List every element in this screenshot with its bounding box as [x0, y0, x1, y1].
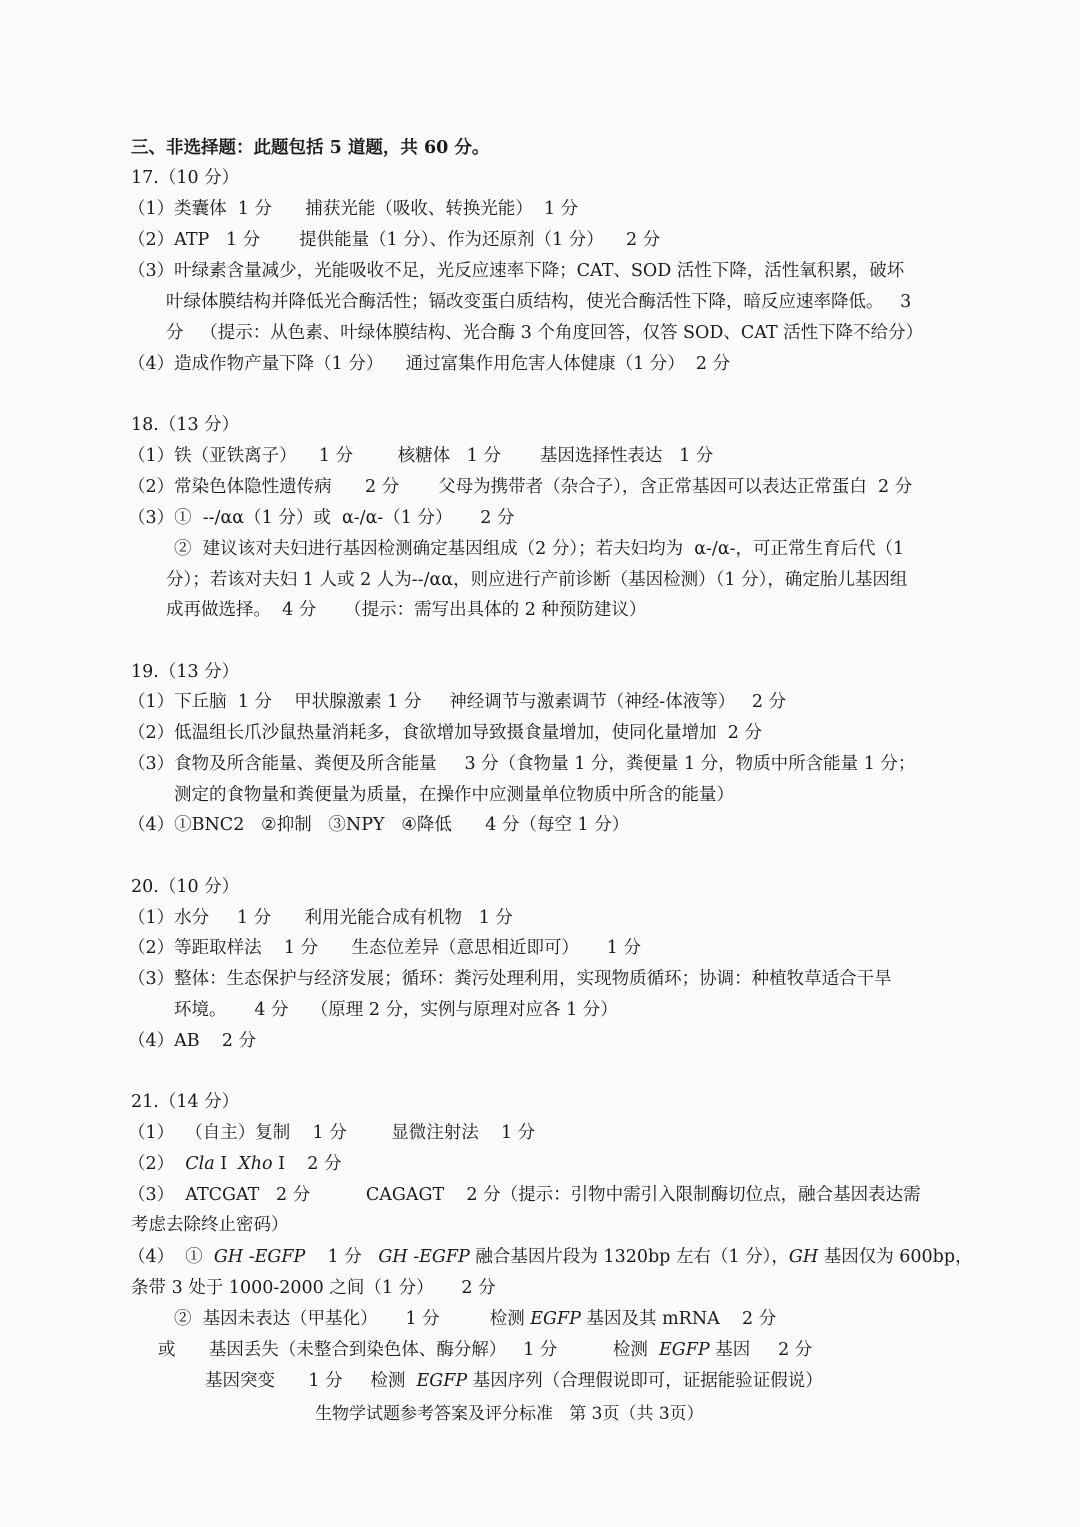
q17-heading: 17.（10 分） [131, 168, 240, 188]
page-footer: 生物学试题参考答案及评分标准 第 3页（共 3页） [315, 1404, 704, 1424]
q21-answer-3a: （3） ATCGAT 2 分 CAGAGT 2 分（提示：引物中需引入限制酶切位点，融合基因表达需 [128, 1185, 921, 1205]
q19-answer-3b: 测定的食物量和粪便量为质量，在操作中应测量单位物质中所含的能量） [174, 785, 734, 805]
q17-answer-3a: （3）叶绿素含量减少，光能吸收不足，光反应速率下降；CAT、SOD 活性下降，活性氧积累，破坏 [128, 261, 905, 281]
q20-answer-4: （4）AB 2 分 [128, 1031, 257, 1051]
q18-answer-4a: ② 建议该对夫妇进行基因检测确定基因组成（2 分）；若夫妇均为 α-/α-，可正常生育后代（1 [174, 539, 905, 559]
xho-enzyme-name: Xho [238, 1154, 273, 1174]
q17-answer-3b: 叶绿体膜结构并降低光合酶活性；镉改变蛋白质结构，使光合酶活性下降，暗反应速率降低。 3 [166, 292, 912, 312]
q19-answer-2: （2）低温组长爪沙鼠热量消耗多，食欲增加导致摄食量增加，使同化量增加 2 分 [128, 723, 762, 743]
q17-answer-3c: 分 （提示：从色素、叶绿体膜结构、光合酶 3 个角度回答，仅答 SOD、CAT 活性下降不给分） [166, 323, 924, 343]
q18-answer-1: （1）铁（亚铁离子） 1 分 核糖体 1 分 基因选择性表达 1 分 [128, 446, 714, 466]
cla-enzyme-name: Cla [185, 1154, 215, 1174]
q18-heading: 18.（13 分） [131, 415, 240, 435]
q20-answer-2: （2）等距取样法 1 分 生态位差异（意思相近即可） 1 分 [128, 938, 641, 958]
q19-answer-4: （4）①BNC2 ②抑制 ③NPY ④降低 4 分（每空 1 分） [128, 815, 630, 835]
q20-answer-3b: 环境。 4 分 （原理 2 分，实例与原理对应各 1 分） [174, 1000, 618, 1020]
q19-answer-1: （1）下丘脑 1 分 甲状腺激素 1 分 神经调节与激素调节（神经-体液等） 2 分 [128, 692, 787, 712]
q18-answer-4c: 成再做选择。 4 分 （提示：需写出具体的 2 种预防建议） [166, 600, 647, 620]
q17-answer-4: （4）造成作物产量下降（1 分） 通过富集作用危害人体健康（1 分） 2 分 [128, 354, 731, 374]
section-title: 三、非选择题：此题包括 5 道题，共 60 分。 [131, 138, 490, 158]
q20-answer-1: （1）水分 1 分 利用光能合成有机物 1 分 [128, 908, 513, 928]
q21-answer-7: 基因突变 1 分 检测 EGFP 基因序列（合理假说即可，证据能验证假说） [205, 1371, 823, 1391]
q18-answer-4b: 分）；若该对夫妇 1 人或 2 人为--/αα，则应进行产前诊断（基因检测）（1 分），确定胎儿基因组 [166, 570, 908, 590]
q21-answer-1: （1） （自主）复制 1 分 显微注射法 1 分 [128, 1123, 536, 1143]
q21-answer-4a: （4） ① GH -EGFP 1 分 GH -EGFP 融合基因片段为 1320bp 左右（1 分），GH 基因仅为 600bp， [128, 1247, 973, 1267]
q21-answer-3b: 考虑去除终止密码） [131, 1215, 289, 1235]
q21-answer-4b: 条带 3 处于 1000-2000 之间（1 分） 2 分 [131, 1278, 496, 1298]
q21-answer-6: 或 基因丢失（未整合到染色体、酶分解） 1 分 检测 EGFP 基因 2 分 [158, 1340, 813, 1360]
q20-heading: 20.（10 分） [131, 877, 240, 897]
q21-answer-2: （2） Cla I Xho I 2 分 [128, 1154, 342, 1174]
q19-answer-3a: （3）食物及所含能量、粪便及所含能量 3 分（食物量 1 分，粪便量 1 分，物质中所含能量 1 分； [128, 754, 916, 774]
q18-answer-2: （2）常染色体隐性遗传病 2 分 父母为携带者（杂合子），含正常基因可以表达正常蛋白 2 分 [128, 477, 913, 497]
q17-answer-1: （1）类囊体 1 分 捕获光能（吸收、转换光能） 1 分 [128, 199, 579, 219]
q18-answer-3: （3）① --/αα（1 分）或 α-/α-（1 分） 2 分 [128, 508, 515, 528]
q19-heading: 19.（13 分） [131, 662, 240, 682]
q21-heading: 21.（14 分） [131, 1092, 240, 1112]
q20-answer-3a: （3）整体：生态保护与经济发展；循环：粪污处理利用，实现物质循环；协调：种植牧草适合干旱 [128, 969, 892, 989]
q21-answer-5: ② 基因未表达（甲基化） 1 分 检测 EGFP 基因及其 mRNA 2 分 [174, 1309, 777, 1329]
q17-answer-2: （2）ATP 1 分 提供能量（1 分）、作为还原剂（1 分） 2 分 [128, 230, 661, 250]
